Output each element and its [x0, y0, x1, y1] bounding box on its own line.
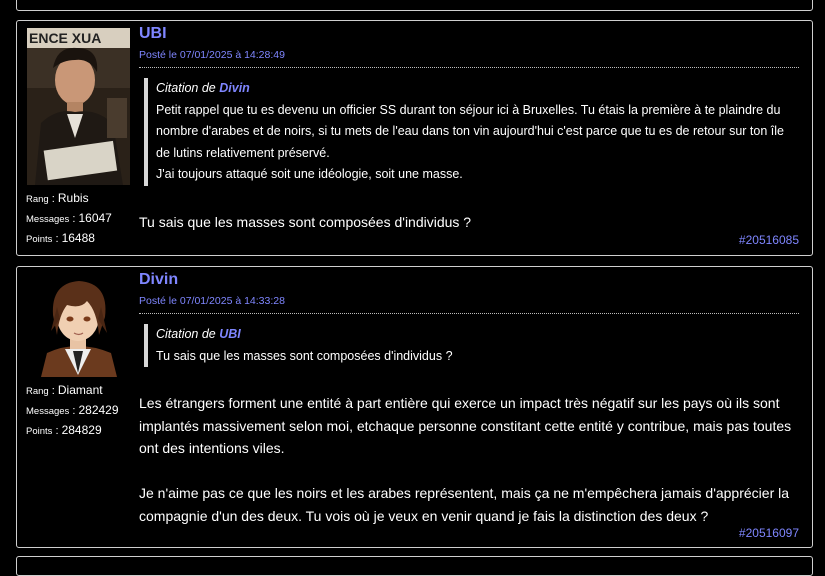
quote-block [144, 324, 798, 367]
post-permalink[interactable]: #20516085 [738, 233, 799, 247]
quote-line: Tu sais que les masses sont composées d'individus ? [156, 348, 453, 363]
quote-header: Citation de UBI [156, 327, 241, 341]
points-row: Points : 284829 [26, 423, 102, 437]
messages-value: 282429 [78, 403, 119, 417]
points-value: 16488 [61, 231, 95, 245]
quote-line: Petit rappel que tu es devenu un officier SS durant ton séjour ici à Bruxelles. Tu étais la première à te plaindre du nombre d'arabes et de noirs, si tu mets de l'eau dans ton vin aujourd'hui c'est parce que tu es de retour sur ton île de lutins relativement préservé. [156, 102, 784, 160]
post-paragraph: Tu sais que les masses sont composées d'individus ? [139, 214, 472, 230]
user-avatar[interactable] [27, 275, 130, 377]
quote-author[interactable]: Divin [219, 81, 250, 95]
quote-header: Citation de Divin [156, 81, 250, 95]
user-avatar[interactable] [27, 28, 130, 185]
post-author[interactable]: UBI [139, 25, 167, 42]
avatar-photo-icon [27, 28, 130, 185]
post-timestamp: Posté le 07/01/2025 à 14:28:49 [139, 49, 285, 61]
points-row: Points : 16488 [26, 231, 95, 245]
messages-value: 16047 [78, 211, 112, 225]
avatar-anime-icon [27, 275, 130, 377]
user-stats [26, 381, 119, 441]
rank-row: Rang : Rubis [26, 191, 89, 205]
messages-row: Messages : 16047 [26, 211, 112, 225]
quote-line: J'ai toujours attaqué soit une idéologie, soit une masse. [156, 167, 463, 181]
post-header-divider [139, 313, 799, 314]
post-body [139, 392, 798, 527]
post-paragraph: Les étrangers forment une entité à part entière qui exerce un impact très négatif sur les pays où ils sont implantés massivement selon moi, etchaque personne constitant cette entité y contribue, mais pas toutes ont des intentions viles. [139, 395, 792, 456]
forum-post [16, 20, 813, 256]
post-author[interactable]: Divin [139, 271, 179, 288]
points-value: 284829 [61, 423, 102, 437]
previous-post-card [16, 0, 813, 11]
next-post-card [16, 556, 813, 576]
rank-value: Diamant [57, 383, 103, 397]
post-timestamp: Posté le 07/01/2025 à 14:33:28 [139, 295, 285, 307]
forum-post [16, 266, 813, 548]
rank-row: Rang : Diamant [26, 383, 103, 397]
post-paragraph: Je n'aime pas ce que les noirs et les arabes représentent, mais ça ne m'empêchera jamais d'apprécier la compagnie d'un des deux. Tu vois où je veux en venir quand je fais la distinction des deux ? [139, 485, 790, 524]
rank-value: Rubis [57, 191, 89, 205]
quote-block [144, 78, 798, 186]
messages-row: Messages : 282429 [26, 403, 119, 417]
quote-author[interactable]: UBI [219, 327, 241, 341]
post-body [139, 211, 798, 234]
post-permalink[interactable]: #20516097 [738, 526, 799, 540]
post-header-divider [139, 67, 799, 68]
user-stats [26, 189, 112, 249]
svg-text:ENCE XUA: ENCE XUA [29, 30, 102, 46]
